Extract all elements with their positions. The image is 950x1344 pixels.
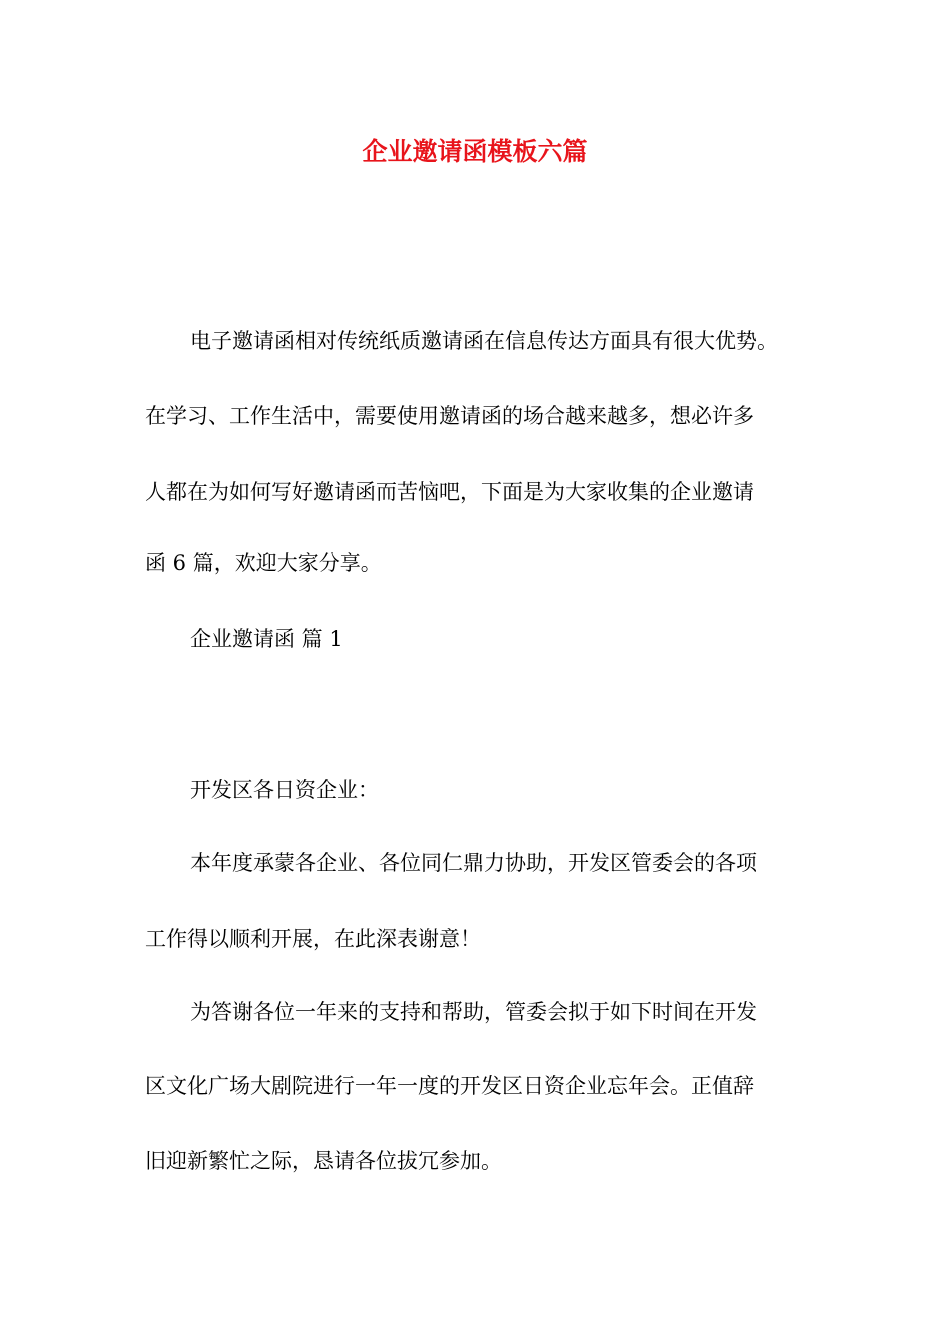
intro-paragraph-line-1: 电子邀请函相对传统纸质邀请函在信息传达方面具有很大优势。	[190, 329, 778, 353]
body-paragraph-1-line-1: 本年度承蒙各企业、各位同仁鼎力协助，开发区管委会的各项	[190, 851, 757, 875]
intro-paragraph-line-2: 在学习、工作生活中，需要使用邀请函的场合越来越多，想必许多	[145, 404, 754, 428]
intro-paragraph-line-3: 人都在为如何写好邀请函而苦恼吧，下面是为大家收集的企业邀请	[145, 480, 754, 504]
body-paragraph-2-line-1: 为答谢各位一年来的支持和帮助，管委会拟于如下时间在开发	[190, 1000, 757, 1024]
body-paragraph-2-line-2: 区文化广场大剧院进行一年一度的开发区日资企业忘年会。正值辞	[145, 1074, 754, 1098]
body-paragraph-1-line-2: 工作得以顺利开展，在此深表谢意！	[145, 927, 481, 951]
document-title: 企业邀请函模板六篇	[362, 137, 588, 166]
salutation: 开发区各日资企业：	[190, 778, 379, 802]
section-heading: 企业邀请函 篇 1	[190, 627, 343, 651]
intro-paragraph-line-4: 函 6 篇，欢迎大家分享。	[145, 551, 382, 575]
body-paragraph-2-line-3: 旧迎新繁忙之际，恳请各位拔冗参加。	[145, 1149, 502, 1173]
